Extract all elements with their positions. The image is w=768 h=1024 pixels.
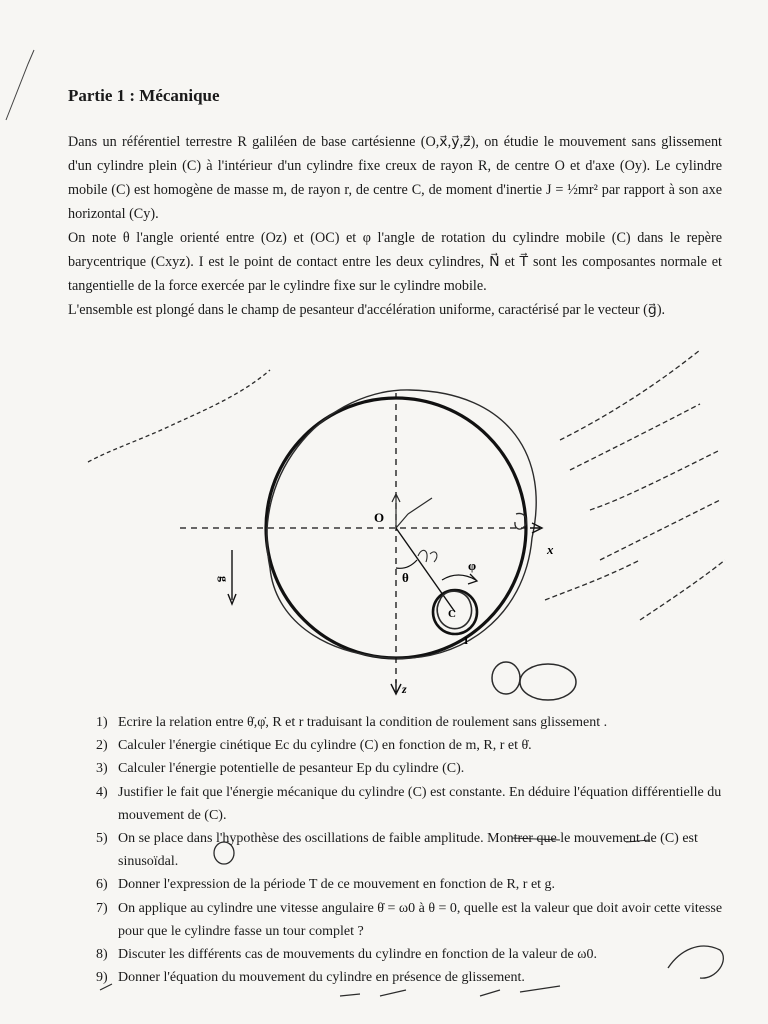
question-list	[96, 711, 726, 989]
contact-i-label: I	[464, 635, 469, 647]
origin-label: O	[374, 510, 385, 525]
question-text: Donner l'équation du mouvement du cylindre en présence de glissement.	[118, 970, 525, 986]
question-number: 8)	[96, 947, 108, 963]
pen-annotation-near-c	[418, 550, 437, 562]
z-axis-arrow	[391, 680, 401, 694]
question-number: 3)	[96, 761, 108, 777]
question-item	[96, 757, 726, 780]
question-text: On applique au cylindre une vitesse angulaire θ̇ = ω0 à θ = 0, quelle est la valeur que doit avoir cette vitesse pour que le cylindre fasse un tour complet ?	[118, 900, 723, 939]
question-item	[96, 943, 726, 966]
section-title: Partie 1 : Mécanique	[68, 86, 220, 105]
phi-label: φ	[468, 558, 477, 573]
question-item	[96, 781, 726, 827]
x-axis-label: x	[547, 542, 554, 557]
intro-paragraph-2: On note θ l'angle orienté entre (Oz) et (OC) et φ l'angle de rotation du cylindre mobile (C) dans le repère barycentrique (Cxyz). I est le point de contact entre les deux cylindres, N⃗ et T⃗ sont les composantes normale et tangentielle de la force exercée par le cylindre fixe sur le cylindre mobile.	[68, 230, 722, 294]
cylinder-diagram	[60, 318, 760, 718]
center-c-label: C	[448, 608, 456, 620]
problem-statement	[68, 130, 722, 322]
question-number: 2)	[96, 738, 108, 754]
question-text: Calculer l'énergie cinétique Ec du cylindre (C) en fonction de m, R, r et θ̇.	[118, 738, 532, 754]
question-item	[96, 734, 726, 757]
question-text: Justifier le fait que l'énergie mécanique du cylindre (C) est constante. En déduire l'équation différentielle du mouvement de (C).	[118, 784, 722, 823]
x-axis-arrow	[530, 523, 542, 533]
question-text: On se place dans l'hypothèse des oscillations de faible amplitude. Montrer que le mouvement de (C) est sinusoïdal.	[118, 831, 698, 870]
question-number: 5)	[96, 831, 108, 847]
question-item	[96, 897, 726, 943]
pen-vector-sketch	[392, 494, 432, 528]
question-number: 9)	[96, 970, 108, 986]
phi-arrow	[442, 574, 477, 584]
question-item	[96, 966, 726, 989]
intro-paragraph-1: Dans un référentiel terrestre R galiléen de base cartésienne (O,x⃗,y⃗,z⃗), on étudie le mouvement sans glissement d'un cylindre plein (C) à l'intérieur d'un cylindre fixe creux de rayon R, de centre O et d'axe (Oy). Le cylindre mobile (C) est homogène de masse m, de rayon r, de centre C, de moment d'inertie J = ½mr² par rapport à son axe horizontal (Cy).	[68, 134, 722, 222]
gravity-label: g⃗	[217, 576, 231, 592]
question-text: Donner l'expression de la période T de ce mouvement en fonction de R, r et g.	[118, 877, 556, 893]
z-axis-label: z	[402, 682, 407, 696]
theta-arc	[396, 560, 417, 568]
left-margin-mark	[6, 50, 34, 120]
question-text: Ecrire la relation entre θ̇,φ̇, R et r traduisant la condition de roulement sans glissement .	[118, 715, 608, 730]
theta-label: θ	[402, 570, 409, 585]
question-number: 7)	[96, 900, 108, 916]
question-item	[96, 711, 726, 734]
question-item	[96, 827, 726, 873]
question-number: 6)	[96, 877, 108, 893]
question-number: 1)	[96, 715, 108, 730]
question-number: 4)	[96, 784, 108, 800]
intro-paragraph-3: L'ensemble est plongé dans le champ de pesanteur d'accélération uniforme, caractérisé par le vecteur (g⃗).	[68, 302, 666, 318]
question-item	[96, 873, 726, 896]
question-text: Calculer l'énergie potentielle de pesanteur Ep du cylindre (C).	[118, 761, 465, 777]
question-text: Discuter les différents cas de mouvements du cylindre en fonction de la valeur de ω0.	[118, 947, 597, 963]
hand-drawn-contour	[267, 390, 536, 658]
